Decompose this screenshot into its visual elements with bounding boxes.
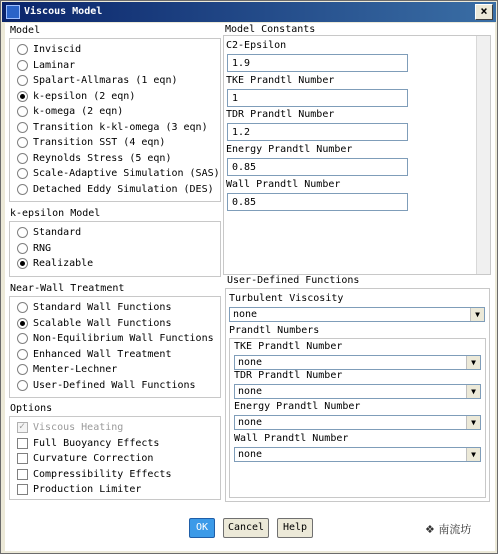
- turbulent-viscosity-select[interactable]: none ▼: [229, 307, 485, 322]
- watermark: [425, 521, 471, 537]
- model-constants-group: [223, 35, 491, 275]
- radio-indicator[interactable]: [17, 122, 28, 133]
- radio-indicator[interactable]: [17, 184, 28, 195]
- radio-indicator-selected[interactable]: [17, 318, 28, 329]
- dropdown-arrow-icon[interactable]: ▼: [466, 416, 480, 429]
- close-button[interactable]: ×: [475, 4, 493, 20]
- tdr-prandtl-input[interactable]: [227, 123, 408, 141]
- udf-wall-prandtl-select[interactable]: none ▼: [234, 447, 481, 462]
- k-epsilon-section-title: k-epsilon Model: [10, 208, 101, 219]
- watermark-logo-icon: ❖: [425, 523, 435, 536]
- radio-indicator[interactable]: [17, 302, 28, 313]
- checkbox-indicator[interactable]: [17, 422, 28, 433]
- label-udf-energy-prandtl: Energy Prandtl Number: [234, 401, 361, 412]
- radio-indicator[interactable]: [17, 333, 28, 344]
- app-icon: [6, 5, 20, 19]
- wall-prandtl-input[interactable]: [227, 193, 408, 211]
- near-wall-group: Standard Wall Functions Scalable Wall Functions Non-Equilibrium Wall Functions Enhanced Wall Treatment Menter-Lechner User-Defined Wall Functions: [9, 296, 221, 398]
- watermark-text: 南流坊: [438, 523, 472, 536]
- radio-indicator[interactable]: [17, 227, 28, 238]
- udf-tdr-prandtl-select[interactable]: none ▼: [234, 384, 481, 399]
- near-wall-section-title: Near-Wall Treatment: [10, 283, 125, 294]
- radio-indicator[interactable]: [17, 364, 28, 375]
- udf-group: [225, 288, 490, 502]
- radio-indicator[interactable]: [17, 380, 28, 391]
- model-section-title: Model: [10, 25, 41, 36]
- prandtl-numbers-title: Prandtl Numbers: [229, 325, 320, 336]
- dropdown-arrow-icon[interactable]: ▼: [470, 308, 484, 321]
- radio-indicator[interactable]: [17, 44, 28, 55]
- label-tdr-prandtl: TDR Prandtl Number: [226, 109, 335, 120]
- udf-tke-prandtl-select[interactable]: none ▼: [234, 355, 481, 370]
- checkbox-indicator[interactable]: [17, 438, 28, 449]
- checkbox-indicator[interactable]: [17, 453, 28, 464]
- label-udf-tdr-prandtl: TDR Prandtl Number: [234, 370, 343, 381]
- radio-indicator[interactable]: [17, 75, 28, 86]
- radio-indicator[interactable]: [17, 137, 28, 148]
- model-constants-title: Model Constants: [225, 24, 316, 35]
- options-section-title: Options: [10, 403, 53, 414]
- c2-epsilon-input[interactable]: [227, 54, 408, 72]
- checkbox-indicator[interactable]: [17, 484, 28, 495]
- label-wall-prandtl: Wall Prandtl Number: [226, 179, 341, 190]
- label-turbulent-viscosity: Turbulent Viscosity: [229, 293, 344, 304]
- label-c2-epsilon: C2-Epsilon: [226, 40, 287, 51]
- radio-indicator[interactable]: [17, 168, 28, 179]
- k-epsilon-group: Standard RNG Realizable: [9, 221, 221, 277]
- label-udf-wall-prandtl: Wall Prandtl Number: [234, 433, 349, 444]
- help-button[interactable]: Help: [277, 518, 313, 538]
- dialog-body: [5, 23, 495, 551]
- radio-indicator[interactable]: [17, 60, 28, 71]
- label-udf-tke-prandtl: TKE Prandtl Number: [234, 341, 343, 352]
- label-tke-prandtl: TKE Prandtl Number: [226, 75, 335, 86]
- dropdown-arrow-icon[interactable]: ▼: [466, 448, 480, 461]
- udf-energy-prandtl-select[interactable]: none ▼: [234, 415, 481, 430]
- radio-indicator-selected[interactable]: [17, 258, 28, 269]
- ok-button[interactable]: OK: [189, 518, 215, 538]
- options-group: ✓ Viscous Heating Full Buoyancy Effects Curvature Correction Compressibility Effects Production Limiter: [9, 416, 221, 500]
- label-energy-prandtl: Energy Prandtl Number: [226, 144, 353, 155]
- energy-prandtl-input[interactable]: [227, 158, 408, 176]
- tke-prandtl-input[interactable]: [227, 89, 408, 107]
- udf-section-title: User-Defined Functions: [227, 275, 360, 286]
- title-bar[interactable]: [2, 2, 496, 22]
- radio-indicator[interactable]: [17, 153, 28, 164]
- prandtl-numbers-group: [229, 338, 486, 498]
- dropdown-arrow-icon[interactable]: ▼: [466, 356, 480, 369]
- radio-indicator-selected[interactable]: [17, 91, 28, 102]
- radio-indicator[interactable]: [17, 243, 28, 254]
- cancel-button[interactable]: Cancel: [223, 518, 269, 538]
- constants-scrollbar[interactable]: [476, 36, 490, 274]
- radio-indicator[interactable]: [17, 349, 28, 360]
- dropdown-arrow-icon[interactable]: ▼: [466, 385, 480, 398]
- model-group: Inviscid Laminar Spalart-Allmaras (1 eqn) k-epsilon (2 eqn) k-omega (2 eqn) Transition k-kl-omega (3 eqn) Transition SST (4 eqn) Reynolds Stress (5 eqn) Scale-Adaptive Simulation (SAS) Detached Eddy Simulation (DES): [9, 38, 221, 202]
- checkbox-indicator[interactable]: [17, 469, 28, 480]
- radio-indicator[interactable]: [17, 106, 28, 117]
- window-title: Viscous Model: [24, 6, 103, 17]
